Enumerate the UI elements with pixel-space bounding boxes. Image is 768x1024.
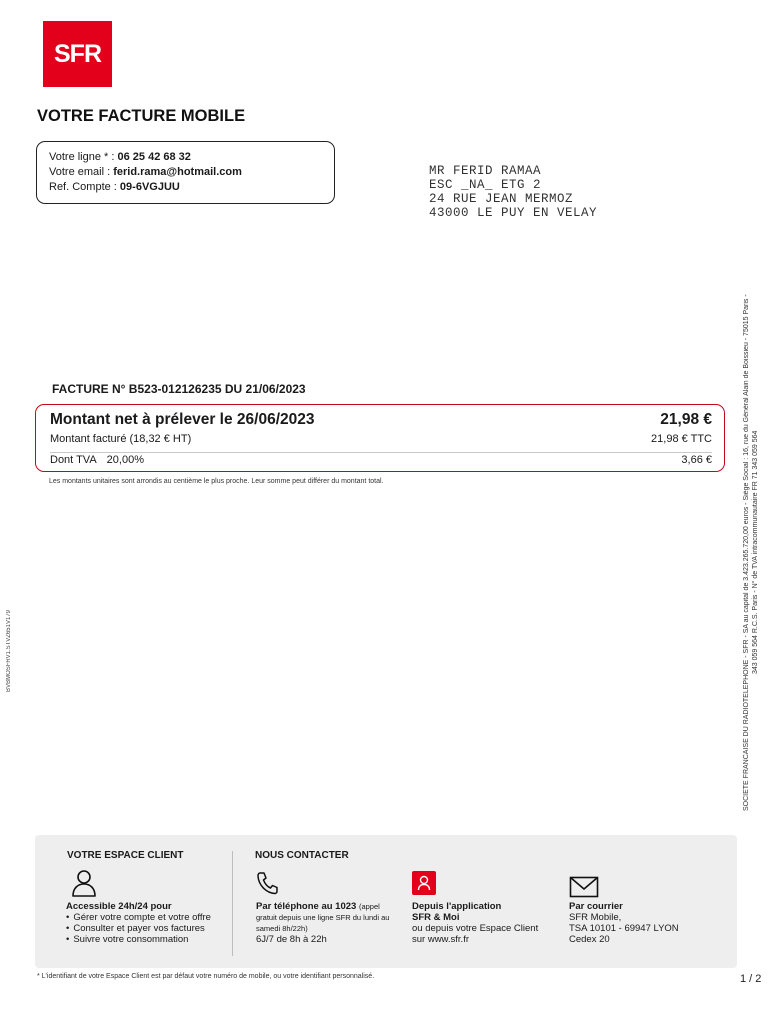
tva-rate: 20,00% — [106, 454, 144, 466]
net-amount-label: Montant net à prélever le 26/06/2023 — [50, 411, 315, 428]
list-item: • Gérer votre compte et votre offre — [66, 912, 226, 923]
app-person-icon — [412, 871, 436, 895]
email-row — [49, 165, 322, 180]
phone-contact-hours: 6J/7 de 8h à 22h — [256, 934, 327, 945]
app-contact-name: SFR & Moi — [412, 912, 460, 923]
mail-address-line: TSA 10101 - 69947 LYON — [569, 923, 679, 934]
mail-contact-title: Par courrier — [569, 901, 623, 912]
address-line: MR FERID RAMAA — [429, 164, 542, 178]
row-divider — [50, 452, 712, 453]
espace-client-block — [66, 901, 226, 945]
identifier-footnote: * L'identifiant de votre Espace Client est par défaut votre numéro de mobile, ou votre identifiant personnalisé. — [37, 973, 375, 980]
account-ref-row — [49, 180, 322, 195]
mail-icon — [569, 876, 599, 898]
phone-contact-block — [256, 901, 401, 945]
tva-label: Dont TVA — [50, 454, 97, 466]
line-number-row — [49, 150, 322, 165]
user-icon — [71, 869, 97, 897]
phone-contact-title: Par téléphone au 1023 — [256, 901, 357, 912]
document-title: VOTRE FACTURE MOBILE — [37, 107, 246, 125]
address-line: ESC _NA_ ETG 2 — [429, 178, 542, 192]
app-contact-title: Depuis l'application — [412, 901, 502, 912]
page-number: 1 / 2 — [740, 973, 762, 985]
email-label: Votre email : — [49, 166, 111, 178]
phone-contact-detail: (appel gratuit depuis une ligne SFR du lundi au samedi 8h/22h) — [256, 902, 390, 933]
espace-client-heading: VOTRE ESPACE CLIENT — [67, 850, 184, 861]
section-divider — [232, 851, 233, 956]
phone-icon — [256, 871, 278, 895]
mail-address-line: SFR Mobile, — [569, 912, 622, 923]
billed-amount-label: Montant facturé (18,32 € HT) — [50, 433, 192, 445]
tva-row — [50, 454, 712, 471]
recipient-address — [429, 164, 597, 220]
amount-summary-box — [35, 404, 725, 472]
legal-line: 343 059 564 R.C.S. Paris - N° de TVA intracommunautaire FR 71 343 059 564 — [752, 430, 759, 675]
sfr-app-icon — [412, 871, 436, 895]
address-line: 24 RUE JEAN MERMOZ — [429, 192, 574, 206]
legal-line: SOCIETE FRANCAISE DU RADIOTELEPHONE - SFR - SA au capital de 3.423.265.720,00 euros - Siège Social : 16, rue du Général Alain de Boissieu - 75015 Paris - — [743, 294, 750, 811]
rounding-note: Les montants unitaires sont arrondis au centième le plus proche. Leur somme peut différer du montant total. — [49, 478, 384, 485]
list-item: • Consulter et payer vos factures — [66, 923, 226, 934]
invoice-reference: FACTURE N° B523-012126235 DU 21/06/2023 — [52, 382, 306, 396]
billed-amount-row — [50, 433, 712, 450]
app-contact-line: ou depuis votre Espace Client — [412, 923, 539, 934]
account-ref-value: 09-6VGJUU — [119, 181, 180, 193]
document-code: BVBMOSFRV1.STVZ651V179 — [6, 610, 12, 692]
mail-address-line: Cedex 20 — [569, 934, 610, 945]
app-contact-website: sur www.sfr.fr — [412, 934, 470, 945]
espace-client-list — [66, 912, 226, 945]
sfr-logo-text: SFR — [54, 39, 101, 68]
mail-contact-block — [569, 901, 729, 945]
sfr-logo — [43, 21, 112, 87]
line-number-label: Votre ligne * : — [49, 151, 115, 163]
legal-mentions — [742, 280, 760, 825]
footer-contact-panel — [35, 835, 737, 968]
list-item: • Suivre votre consommation — [66, 934, 226, 945]
email-value: ferid.rama@hotmail.com — [113, 166, 242, 178]
account-ref-label: Ref. Compte : — [49, 181, 117, 193]
account-info-box — [36, 141, 335, 204]
billed-amount-value: 21,98 € TTC — [651, 433, 712, 445]
line-number-value: 06 25 42 68 32 — [117, 151, 191, 163]
net-amount-row — [50, 409, 712, 433]
tva-value: 3,66 € — [681, 454, 712, 466]
net-amount-value: 21,98 € — [660, 411, 712, 428]
contact-heading: NOUS CONTACTER — [255, 850, 349, 861]
espace-client-title: Accessible 24h/24 pour — [66, 901, 172, 912]
app-contact-block — [412, 901, 562, 945]
address-line: 43000 LE PUY EN VELAY — [429, 206, 598, 220]
